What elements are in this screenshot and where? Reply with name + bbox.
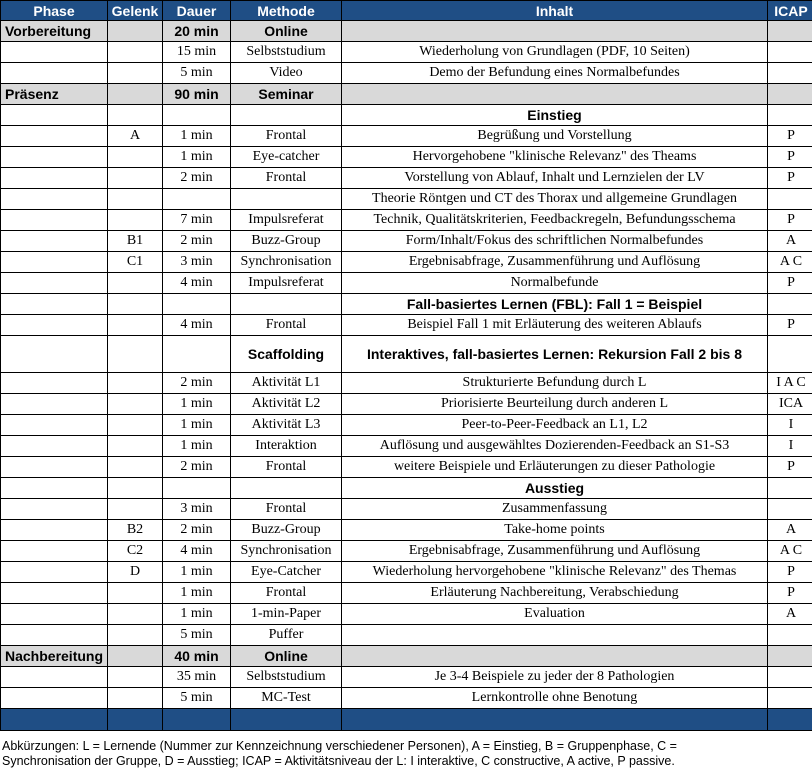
gelenk-cell [108,646,163,667]
phase-cell [1,436,108,457]
icap-cell: A [768,520,812,541]
inhalt-cell: Take-home points [342,520,768,541]
methode-cell: Buzz-Group [231,231,342,252]
inhalt-cell: Priorisierte Beurteilung durch anderen L [342,394,768,415]
dauer-cell: 2 min [163,457,231,478]
table-row [1,394,812,415]
inhalt-cell [342,625,768,646]
inhalt-cell: Ergebnisabfrage, Zusammenführung und Auflösung [342,541,768,562]
gelenk-cell [108,147,163,168]
gelenk-cell [108,168,163,189]
methode-cell [231,105,342,126]
icap-cell [768,84,812,105]
inhalt-cell: Vorstellung von Ablauf, Inhalt und Lernzielen der LV [342,168,768,189]
dauer-cell: 35 min [163,667,231,688]
dauer-cell [163,189,231,210]
dauer-cell: 4 min [163,273,231,294]
methode-cell: Buzz-Group [231,520,342,541]
icap-cell: P [768,147,812,168]
gelenk-cell [108,42,163,63]
methode-cell: Synchronisation [231,252,342,273]
phase-cell [1,520,108,541]
gelenk-cell: B2 [108,520,163,541]
gelenk-cell: A [108,126,163,147]
icap-cell [768,21,812,42]
icap-cell: P [768,210,812,231]
table-row [1,63,812,84]
dauer-cell: 5 min [163,625,231,646]
phase-cell [1,168,108,189]
table-row [1,688,812,709]
methode-cell: Online [231,21,342,42]
gelenk-cell [108,604,163,625]
methode-cell: Seminar [231,84,342,105]
footer-band-cell [163,709,231,731]
footer-band-cell [768,709,812,731]
icap-cell: P [768,562,812,583]
phase-cell: Präsenz [1,84,108,105]
inhalt-cell: Normalbefunde [342,273,768,294]
dauer-cell: 5 min [163,63,231,84]
footer-band-cell [1,709,108,731]
dauer-cell: 1 min [163,415,231,436]
table-row [1,273,812,294]
phase-cell [1,394,108,415]
icap-cell: A [768,231,812,252]
footer-band-cell [108,709,163,731]
methode-cell: Aktivität L2 [231,394,342,415]
dauer-cell: 2 min [163,168,231,189]
inhalt-cell: Demo der Befundung eines Normalbefundes [342,63,768,84]
methode-cell: Video [231,63,342,84]
inhalt-cell: Form/Inhalt/Fokus des schriftlichen Normalbefundes [342,231,768,252]
icap-cell [768,667,812,688]
icap-cell [768,189,812,210]
table-row [1,210,812,231]
dauer-cell: 2 min [163,373,231,394]
table-row [1,168,812,189]
dauer-cell: 4 min [163,315,231,336]
icap-cell [768,294,812,315]
inhalt-cell: Fall-basiertes Lernen (FBL): Fall 1 = Beispiel [342,294,768,315]
methode-cell: 1-min-Paper [231,604,342,625]
gelenk-cell [108,688,163,709]
dauer-cell: 20 min [163,21,231,42]
dauer-cell [163,105,231,126]
phase-cell [1,562,108,583]
methode-cell: Puffer [231,625,342,646]
methode-cell: Frontal [231,168,342,189]
icap-cell [768,105,812,126]
table-row [1,436,812,457]
gelenk-cell [108,457,163,478]
phase-row [1,84,812,105]
gelenk-cell [108,499,163,520]
icap-cell [768,478,812,499]
header-icap: ICAP [768,1,812,21]
gelenk-cell [108,210,163,231]
icap-cell: P [768,168,812,189]
inhalt-cell: Erläuterung Nachbereitung, Verabschiedung [342,583,768,604]
gelenk-cell [108,394,163,415]
methode-cell: Aktivität L3 [231,415,342,436]
phase-cell [1,294,108,315]
inhalt-cell: Evaluation [342,604,768,625]
methode-cell: Selbststudium [231,667,342,688]
table-header-row [1,1,812,21]
section-row [1,336,812,373]
phase-cell [1,478,108,499]
icap-cell: I [768,436,812,457]
gelenk-cell: B1 [108,231,163,252]
phase-cell [1,126,108,147]
table-row [1,562,812,583]
methode-cell: Synchronisation [231,541,342,562]
table-row [1,625,812,646]
gelenk-cell [108,373,163,394]
phase-cell: Nachbereitung [1,646,108,667]
phase-cell [1,231,108,252]
dauer-cell: 1 min [163,562,231,583]
inhalt-cell: Interaktives, fall-basiertes Lernen: Rekursion Fall 2 bis 8 [342,336,768,373]
header-inhalt: Inhalt [342,1,768,21]
phase-cell [1,583,108,604]
inhalt-cell: Technik, Qualitätskriterien, Feedbackregeln, Befundungsschema [342,210,768,231]
inhalt-cell: Peer-to-Peer-Feedback an L1, L2 [342,415,768,436]
icap-cell [768,625,812,646]
methode-cell: Scaffolding [231,336,342,373]
inhalt-cell [342,84,768,105]
phase-cell [1,210,108,231]
dauer-cell: 2 min [163,231,231,252]
section-row [1,478,812,499]
phase-cell [1,189,108,210]
methode-cell: MC-Test [231,688,342,709]
gelenk-cell [108,21,163,42]
abbreviations-line-2: Synchronisation der Gruppe, D = Ausstieg; ICAP = Aktivitätsniveau der L: I interaktive, C constructive, A active, P passive. [2,754,675,768]
phase-cell [1,336,108,373]
phase-cell [1,541,108,562]
table-row [1,667,812,688]
icap-cell [768,336,812,373]
dauer-cell: 15 min [163,42,231,63]
phase-cell [1,457,108,478]
methode-cell [231,189,342,210]
inhalt-cell: Strukturierte Befundung durch L [342,373,768,394]
table-row [1,583,812,604]
table-row [1,315,812,336]
dauer-cell: 1 min [163,583,231,604]
dauer-cell: 1 min [163,126,231,147]
dauer-cell: 7 min [163,210,231,231]
gelenk-cell [108,294,163,315]
dauer-cell: 1 min [163,394,231,415]
dauer-cell: 3 min [163,499,231,520]
dauer-cell: 4 min [163,541,231,562]
dauer-cell: 2 min [163,520,231,541]
gelenk-cell: C2 [108,541,163,562]
phase-cell [1,42,108,63]
icap-cell [768,63,812,84]
table-row [1,541,812,562]
dauer-cell: 1 min [163,436,231,457]
phase-cell [1,252,108,273]
phase-cell [1,315,108,336]
phase-cell [1,625,108,646]
icap-cell: P [768,457,812,478]
methode-cell: Frontal [231,583,342,604]
phase-cell: Vorbereitung [1,21,108,42]
methode-cell: Selbststudium [231,42,342,63]
phase-cell [1,63,108,84]
phase-cell [1,273,108,294]
table-row [1,147,812,168]
inhalt-cell: Beispiel Fall 1 mit Erläuterung des weiteren Ablaufs [342,315,768,336]
methode-cell: Eye-Catcher [231,562,342,583]
icap-cell: A C [768,252,812,273]
icap-cell: P [768,126,812,147]
table-row [1,252,812,273]
methode-cell: Impulsreferat [231,210,342,231]
gelenk-cell [108,315,163,336]
table-row [1,42,812,63]
methode-cell: Aktivität L1 [231,373,342,394]
table-row [1,126,812,147]
phase-cell [1,604,108,625]
phase-cell [1,373,108,394]
inhalt-cell: Zusammenfassung [342,499,768,520]
methode-cell: Frontal [231,315,342,336]
phase-cell [1,415,108,436]
inhalt-cell: Auflösung und ausgewähltes Dozierenden-Feedback an S1-S3 [342,436,768,457]
inhalt-cell: Je 3-4 Beispiele zu jeder der 8 Pathologien [342,667,768,688]
table-row [1,415,812,436]
dauer-cell: 3 min [163,252,231,273]
methode-cell: Online [231,646,342,667]
inhalt-cell: weitere Beispiele und Erläuterungen zu dieser Pathologie [342,457,768,478]
methode-cell [231,294,342,315]
icap-cell: A [768,604,812,625]
gelenk-cell [108,63,163,84]
icap-cell: ICA [768,394,812,415]
footer-band-row [1,709,812,731]
inhalt-cell: Wiederholung von Grundlagen (PDF, 10 Seiten) [342,42,768,63]
inhalt-cell: Ergebnisabfrage, Zusammenführung und Auflösung [342,252,768,273]
dauer-cell [163,336,231,373]
dauer-cell: 5 min [163,688,231,709]
gelenk-cell [108,336,163,373]
icap-cell [768,42,812,63]
inhalt-cell [342,21,768,42]
icap-cell: P [768,315,812,336]
table-row [1,189,812,210]
header-gelenk: Gelenk [108,1,163,21]
inhalt-cell [342,646,768,667]
table-row [1,604,812,625]
methode-cell: Eye-catcher [231,147,342,168]
methode-cell: Interaktion [231,436,342,457]
footer-band-cell [342,709,768,731]
icap-cell [768,499,812,520]
header-methode: Methode [231,1,342,21]
inhalt-cell: Theorie Röntgen und CT des Thorax und allgemeine Grundlagen [342,189,768,210]
icap-cell: A C [768,541,812,562]
gelenk-cell [108,583,163,604]
inhalt-cell: Einstieg [342,105,768,126]
phase-cell [1,499,108,520]
section-row [1,105,812,126]
methode-cell: Frontal [231,126,342,147]
gelenk-cell [108,189,163,210]
footer-band-cell [231,709,342,731]
phase-cell [1,147,108,168]
methode-cell: Frontal [231,499,342,520]
table-row [1,231,812,252]
icap-cell [768,646,812,667]
header-phase: Phase [1,1,108,21]
gelenk-cell [108,478,163,499]
dauer-cell [163,478,231,499]
dauer-cell: 90 min [163,84,231,105]
dauer-cell [163,294,231,315]
gelenk-cell: C1 [108,252,163,273]
dauer-cell: 1 min [163,604,231,625]
abbreviations-note [2,739,802,769]
table-row [1,520,812,541]
abbreviations-line-1: Abkürzungen: L = Lernende (Nummer zur Kennzeichnung verschiedener Personen), A = Einstieg, B = Gruppenphase, C = [2,739,677,753]
phase-row [1,646,812,667]
gelenk-cell [108,625,163,646]
icap-cell: P [768,583,812,604]
gelenk-cell: D [108,562,163,583]
gelenk-cell [108,273,163,294]
phase-cell [1,105,108,126]
inhalt-cell: Lernkontrolle ohne Benotung [342,688,768,709]
table-row [1,499,812,520]
icap-cell: I [768,415,812,436]
gelenk-cell [108,84,163,105]
phase-cell [1,667,108,688]
phase-row [1,21,812,42]
icap-cell [768,688,812,709]
dauer-cell: 40 min [163,646,231,667]
gelenk-cell [108,105,163,126]
header-dauer: Dauer [163,1,231,21]
dauer-cell: 1 min [163,147,231,168]
gelenk-cell [108,667,163,688]
gelenk-cell [108,415,163,436]
inhalt-cell: Wiederholung hervorgehobene "klinische Relevanz" des Themas [342,562,768,583]
methode-cell: Impulsreferat [231,273,342,294]
inhalt-cell: Hervorgehobene "klinische Relevanz" des Theams [342,147,768,168]
table-row [1,373,812,394]
table-body [1,21,812,731]
inhalt-cell: Ausstieg [342,478,768,499]
phase-cell [1,688,108,709]
inhalt-cell: Begrüßung und Vorstellung [342,126,768,147]
table-row [1,457,812,478]
methode-cell: Frontal [231,457,342,478]
icap-cell: P [768,273,812,294]
section-row [1,294,812,315]
methode-cell [231,478,342,499]
icap-cell: I A C [768,373,812,394]
gelenk-cell [108,436,163,457]
